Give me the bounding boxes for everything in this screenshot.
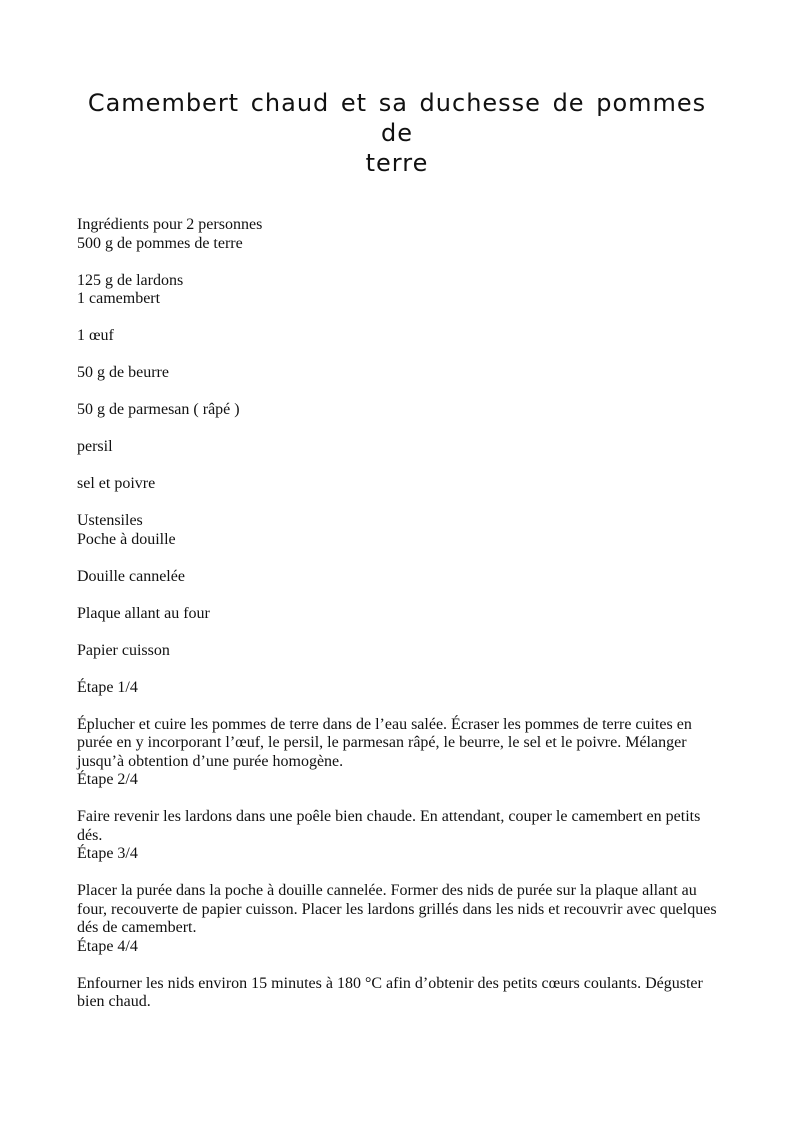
ustensile-item: Papier cuisson [77, 641, 170, 659]
ustensiles-heading: Ustensiles [77, 512, 143, 529]
step-label: Étape 4/4 [77, 937, 138, 955]
ingredient-item: 1 camembert [77, 290, 161, 307]
ingredient-item: 50 g de beurre [77, 364, 169, 381]
step-label: Étape 2/4 [77, 771, 138, 788]
ingredient-item: persil [77, 438, 113, 455]
recipe-body [77, 216, 722, 1012]
ustensile-item: Douille cannelée [77, 567, 185, 585]
ingredients-heading: Ingrédients pour 2 personnes [77, 216, 263, 233]
recipe-title-line-1: Camembert chaud et sa duchesse de pommes de [87, 89, 707, 147]
ingredient-item: sel et poivre [77, 475, 156, 492]
step-text: Éplucher et cuire les pommes de terre dans de l’eau salée. Écraser les pommes de terre cuites en purée en y incorporant l’œuf, le persil, le parmesan râpé, le beurre, le sel et le poivre. Mélanger jusqu’à obtention d’une purée homogène. [77, 715, 692, 770]
step-text: Placer la purée dans la poche à douille cannelée. Former des nids de purée sur la plaque allant au four, recouverte de papier cuisson. Placer les lardons grillés dans les nids et recouvrir avec quelques dés de camembert. [77, 882, 717, 936]
step-label: Étape 3/4 [77, 845, 138, 862]
ingredient-item: 1 œuf [77, 327, 114, 344]
step-text: Faire revenir les lardons dans une poêle bien chaude. En attendant, couper le camembert en petits dés. [77, 808, 701, 844]
step-label: Étape 1/4 [77, 678, 138, 696]
ingredient-item: 50 g de parmesan ( râpé ) [77, 401, 240, 418]
ingredient-item: 500 g de pommes de terre [77, 234, 243, 252]
ustensile-item: Plaque allant au four [77, 604, 210, 622]
ingredient-item: 125 g de lardons [77, 271, 184, 289]
step-text: Enfourner les nids environ 15 minutes à 180 °C afin d’obtenir des petits cœurs coulants. Déguster bien chaud. [77, 974, 703, 1010]
recipe-title-line-2: terre [365, 149, 429, 177]
ustensile-item: Poche à douille [77, 530, 176, 548]
